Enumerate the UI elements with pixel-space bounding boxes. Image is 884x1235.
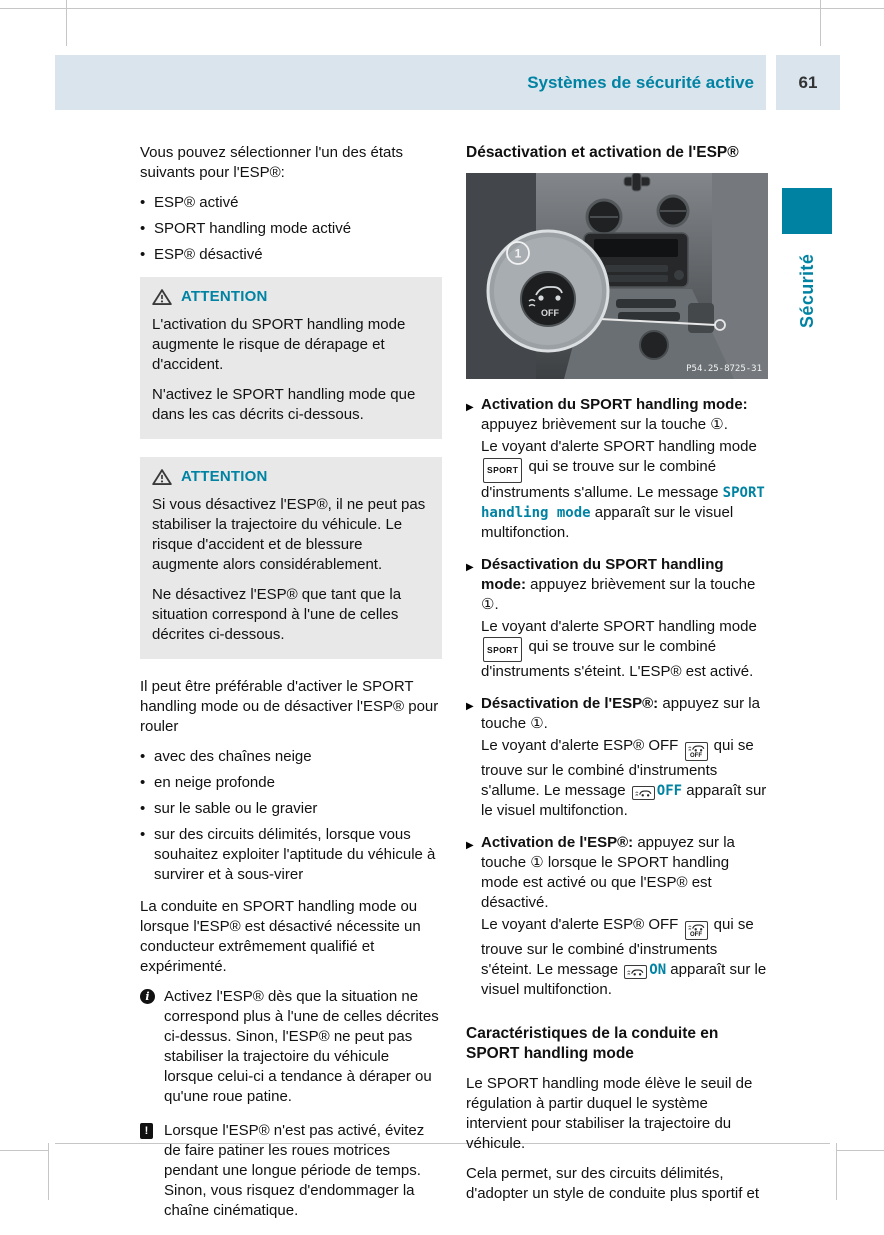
list-item-text: SPORT handling mode activé	[154, 220, 352, 237]
bullet-dot-icon: •	[140, 748, 146, 765]
list-item	[140, 193, 442, 213]
material-damage-note	[140, 1121, 442, 1221]
bullet-dot-icon: •	[140, 194, 146, 211]
esp-off-button-label: OFF	[541, 308, 559, 318]
list-item-text: avec des chaînes neige	[154, 748, 312, 765]
car-skid-icon	[627, 968, 644, 976]
driving-requirement-paragraph: La conduite en SPORT handling mode ou lorsque l'ESP® est désactivé nécessite un conducteur extrêmement qualifié et expérimenté.	[140, 898, 421, 975]
page-title: Systèmes de sécurité active	[527, 72, 754, 92]
page-number: 61	[776, 55, 840, 110]
warning-text: L'activation du SPORT handling mode augmente le risque de dérapage et d'accident.	[152, 316, 406, 373]
step-result: Le voyant d'alerte ESP® OFF OFF qui se trouve sur le combiné d'instruments s'éteint. Le message ON apparaît sur le visuel multifonction.	[481, 916, 767, 998]
info-note-text: Activez l'ESP® dès que la situation ne correspond plus à l'une de celles décrites ci-dessus. Sinon, l'ESP® ne peut pas stabiliser la trajectoire du véhicule lorsque celui-ci a tendance à déraper ou qu'une roue patine.	[164, 988, 439, 1105]
esp-off-indicator-icon: OFF	[685, 742, 708, 761]
bullet-dot-icon: •	[140, 800, 146, 817]
sport-mode-description: Le SPORT handling mode élève le seuil de régulation à partir duquel le système intervient pour stabiliser la trajectoire du véhicule.	[466, 1075, 753, 1152]
list-item	[140, 825, 442, 885]
sport-mode-description-continued: Cela permet, sur des circuits délimités, d'adopter un style de conduite plus sportif et	[466, 1165, 760, 1202]
crop-mark	[836, 1143, 837, 1200]
crop-mark	[820, 0, 821, 46]
section-heading-esp: Désactivation et activation de l'ESP®	[466, 144, 739, 161]
multifunction-display-message: ON	[649, 962, 667, 978]
header-band	[55, 55, 766, 110]
crop-mark	[48, 1143, 49, 1200]
warning-header	[152, 467, 430, 487]
step-arrow-icon: ▶	[466, 701, 474, 712]
left-column	[140, 143, 442, 1235]
step-instruction	[481, 833, 768, 913]
sport-indicator-icon: SPORT	[483, 458, 522, 483]
step-title: Activation du SPORT handling mode:	[481, 396, 748, 413]
list-item-text: sur des circuits délimités, lorsque vous souhaitez exploiter l'aptitude du véhicule à survirer et à sous-virer	[154, 826, 436, 883]
step-action: appuyez brièvement sur la touche ①.	[481, 575, 756, 613]
list-item	[140, 747, 442, 767]
bullet-dot-icon: •	[140, 246, 146, 263]
warning-triangle-icon	[152, 468, 172, 486]
list-item-text: ESP® activé	[154, 194, 239, 211]
step-result: Le voyant d'alerte SPORT handling mode SPORT qui se trouve sur le combiné d'instruments s'éteint. L'ESP® est activé.	[481, 617, 757, 680]
list-item	[140, 799, 442, 819]
warning-text: Si vous désactivez l'ESP®, il ne peut pas stabiliser la trajectoire du véhicule. Le risque d'accident et de blessure augmente alors considérablement.	[152, 496, 426, 573]
crop-mark	[0, 1150, 48, 1151]
car-skid-indicator-icon	[624, 965, 647, 979]
car-skid-icon	[688, 923, 705, 931]
crop-mark	[66, 0, 67, 46]
chapter-tab-block	[782, 188, 832, 234]
step-instruction	[481, 694, 768, 734]
step-activation-esp	[466, 833, 768, 1000]
list-item-text: ESP® désactivé	[154, 246, 263, 263]
sport-indicator-icon: SPORT	[483, 637, 522, 662]
car-skid-icon	[635, 789, 652, 797]
warning-title: ATTENTION	[181, 288, 268, 305]
damage-warning-icon: !	[140, 1123, 153, 1139]
step-action: appuyez sur la touche ① lorsque le SPORT handling mode est activé ou que l'ESP® est désactivé.	[481, 834, 735, 911]
bullet-dot-icon: •	[140, 220, 146, 237]
photo-reference-code: P54.25-8725-31	[686, 364, 762, 374]
car-skid-indicator-icon	[632, 786, 655, 800]
magnifier-inset	[488, 231, 608, 351]
step-activation-sport-mode	[466, 395, 768, 543]
warning-text: N'activez le SPORT handling mode que dans les cas décrits ci-dessous.	[152, 386, 416, 423]
damage-note-text: Lorsque l'ESP® n'est pas activé, évitez de faire patiner les roues motrices pendant une longue période de temps. Sinon, vous risquez d'endommager la chaîne cinématique.	[164, 1122, 425, 1219]
step-deactivation-esp	[466, 694, 768, 821]
step-arrow-icon: ▶	[466, 402, 474, 413]
page-header	[55, 55, 840, 110]
step-action: appuyez sur la touche ①.	[481, 695, 760, 732]
warning-text: Ne désactivez l'ESP® que tant que la situation correspond à l'une de celles décrites ci-dessous.	[152, 586, 402, 643]
warning-box	[140, 277, 442, 439]
callout-number: 1	[514, 246, 522, 261]
list-item	[140, 773, 442, 793]
step-arrow-icon: ▶	[466, 561, 474, 573]
step-arrow-icon: ▶	[466, 840, 474, 851]
step-title: Désactivation du SPORT handling mode:	[481, 555, 724, 593]
esp-states-list	[140, 193, 442, 265]
console-photo	[466, 173, 768, 379]
step-result: Le voyant d'alerte SPORT handling mode SPORT qui se trouve sur le combiné d'instruments s'allume. Le message SPORT handling mode apparaît sur le visuel multifonction.	[481, 438, 765, 541]
bullet-dot-icon: •	[140, 774, 146, 791]
section-heading-sport-characteristics: Caractéristiques de la conduite en SPORT handling mode	[466, 1025, 719, 1062]
warning-title: ATTENTION	[181, 468, 268, 485]
list-item	[140, 219, 442, 239]
info-icon: i	[140, 989, 155, 1004]
chapter-tab-label: Sécurité	[797, 253, 817, 329]
preference-list	[140, 747, 442, 885]
warning-triangle-icon	[152, 288, 172, 306]
crop-mark	[0, 8, 884, 9]
step-instruction	[481, 395, 768, 435]
list-item-text: en neige profonde	[154, 774, 275, 791]
warning-box	[140, 457, 442, 659]
step-deactivation-sport-mode	[466, 555, 768, 683]
car-skid-icon	[688, 744, 705, 752]
step-result: Le voyant d'alerte ESP® OFF OFF qui se trouve sur le combiné d'instruments s'allume. Le message OFF apparaît sur le visuel multifonction.	[481, 737, 767, 819]
step-title: Activation de l'ESP®:	[481, 834, 634, 851]
intro-paragraph: Vous pouvez sélectionner l'un des états suivants pour l'ESP®:	[140, 144, 404, 181]
list-item	[140, 245, 442, 265]
step-instruction	[481, 555, 768, 615]
multifunction-display-message: SPORT handling mode	[481, 484, 765, 521]
esp-off-indicator-icon: OFF	[685, 921, 708, 940]
info-note	[140, 987, 442, 1107]
list-item-text: sur le sable ou le gravier	[154, 800, 318, 817]
esp-off-button	[521, 272, 575, 326]
step-title: Désactivation de l'ESP®:	[481, 695, 659, 712]
page-content	[140, 143, 768, 1235]
step-action: appuyez brièvement sur la touche ①.	[481, 416, 728, 433]
bullet-dot-icon: •	[140, 826, 146, 843]
warning-header	[152, 287, 430, 307]
right-column	[466, 143, 768, 1235]
crop-mark	[836, 1150, 884, 1151]
preference-intro: Il peut être préférable d'activer le SPORT handling mode ou de désactiver l'ESP® pour rouler	[140, 678, 439, 735]
multifunction-display-message: OFF	[656, 783, 683, 799]
